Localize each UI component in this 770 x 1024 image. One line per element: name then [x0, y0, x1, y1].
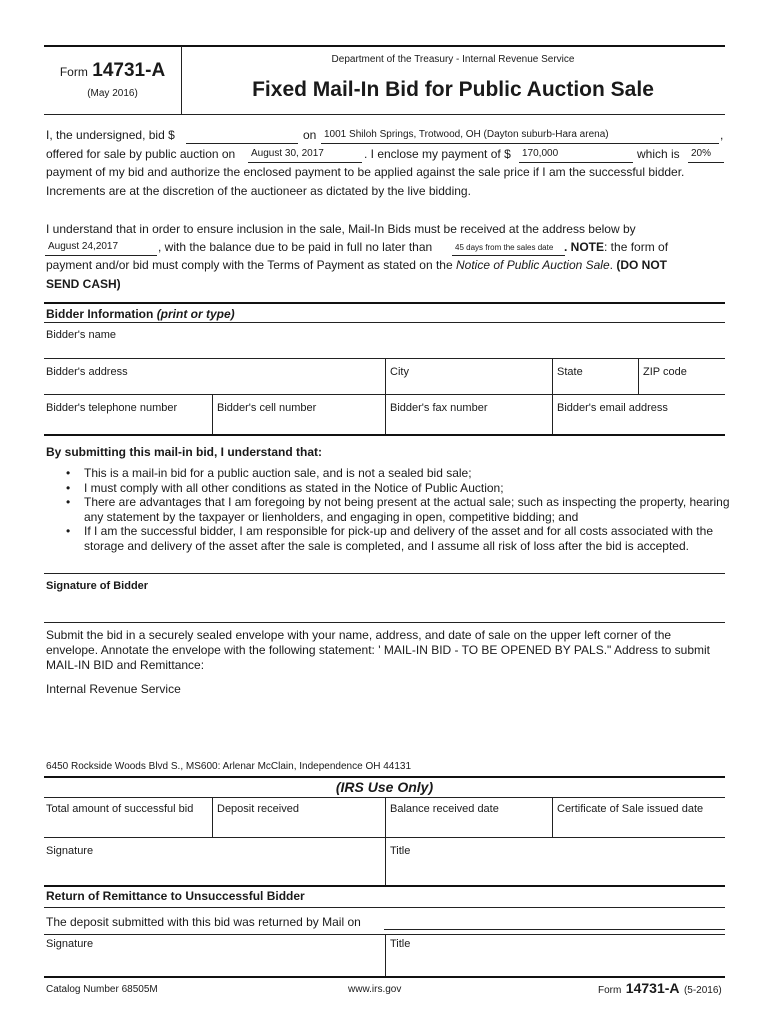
remittance-signature-field[interactable]: Signature — [46, 938, 94, 950]
percent-label: which is — [637, 147, 680, 161]
certificate-date-field[interactable]: Certificate of Sale issued date — [557, 803, 704, 815]
form-date: (May 2016) — [87, 88, 138, 99]
form-word: Form — [59, 65, 88, 79]
increments-text: Increments are at the discretion of the auctioneer as dictated by the live bidding. — [46, 184, 471, 198]
city-field[interactable]: City — [390, 366, 409, 378]
state-field[interactable]: State — [557, 366, 583, 378]
no-cash-warning: SEND CASH) — [46, 277, 121, 291]
deposit-returned-label: The deposit submitted with this bid was returned by Mail on — [46, 915, 361, 929]
deposit-returned-date-field[interactable] — [384, 929, 725, 930]
bidder-name-field[interactable]: Bidder's name — [46, 329, 116, 341]
list-item: • If I am the successful bidder, I am responsible for pick-up and delivery of the asset and for all costs associated with the storage and delivery of the asset after the sale is completed, and I assume all risk of loss after the bid is accepted. — [46, 524, 736, 553]
balance-received-date-field[interactable]: Balance received date — [390, 803, 499, 815]
fax-field[interactable]: Bidder's fax number — [390, 402, 488, 414]
footer-form-id: Form 14731-A (5-2016) — [598, 980, 722, 996]
page-title: Fixed Mail-In Bid for Public Auction Sale — [252, 78, 654, 101]
payment-label: . I enclose my payment of $ — [364, 147, 511, 161]
cell-phone-field[interactable]: Bidder's cell number — [217, 402, 317, 414]
list-item: • There are advantages that I am foregoing by not being present at the actual sale; such as inspecting the property, hearing any statement by the taxpayer or lienholders, and engaging in open, competitive bidding; and — [46, 495, 736, 524]
property-field[interactable]: 1001 Shiloh Springs, Trotwood, OH (Dayton suburb-Hara arena) — [324, 129, 609, 140]
submit-instructions: Submit the bid in a securely sealed envelope with your name, address, and date of sale on the upper left corner of the envelope. Annotate the envelope with the following statement: ' MAIL-IN BID - TO BE OPENED BY PALS." Address to submit MAIL-IN BID and Remittance: — [46, 628, 711, 672]
department-name: Department of the Treasury - Internal Revenue Service — [331, 54, 575, 65]
understand-heading: By submitting this mail-in bid, I understand that: — [46, 445, 322, 459]
catalog-number: Catalog Number 68505M — [46, 984, 158, 995]
deposit-received-field[interactable]: Deposit received — [217, 803, 299, 815]
email-field[interactable]: Bidder's email address — [557, 402, 668, 414]
bidder-info-heading: Bidder Information (print or type) — [46, 307, 235, 321]
balance-due-field[interactable]: 45 days from the sales date — [455, 243, 554, 252]
received-by-field[interactable]: August 24,2017 — [48, 241, 119, 252]
form-number: 14731-A — [92, 60, 166, 81]
note-label: . NOTE — [564, 240, 605, 254]
percent-field[interactable]: 20% — [691, 148, 712, 159]
auction-date-label: offered for sale by public auction on — [46, 147, 236, 161]
form-id — [44, 60, 181, 82]
irs-website-link[interactable]: www.irs.gov — [348, 984, 402, 995]
understand-list — [46, 466, 736, 553]
irs-recipient: Internal Revenue Service — [46, 682, 181, 696]
auction-date-field[interactable]: August 30, 2017 — [251, 148, 324, 159]
payment-authorization-text: payment of my bid and authorize the enclosed payment to be applied against the sale price if I am the successful bidder. — [46, 165, 685, 179]
bid-on-label: on — [303, 128, 317, 142]
irs-mailing-address: 6450 Rockside Woods Blvd S., MS600: Arlenar McClain, Independence OH 44131 — [46, 761, 412, 772]
payment-field[interactable]: 170,000 — [522, 148, 559, 159]
irs-use-heading: (IRS Use Only) — [335, 779, 434, 795]
receipt-text: I understand that in order to ensure inclusion in the sale, Mail-In Bids must be received at the address below by — [46, 222, 636, 236]
bidder-address-field[interactable]: Bidder's address — [46, 366, 128, 378]
telephone-field[interactable]: Bidder's telephone number — [46, 402, 178, 414]
bidder-signature-field[interactable]: Signature of Bidder — [46, 580, 149, 592]
bid-intro: I, the undersigned, bid $ — [46, 128, 175, 142]
notice-title: Notice of Public Auction Sale — [456, 258, 610, 272]
irs-title-field[interactable]: Title — [390, 845, 411, 857]
zip-field[interactable]: ZIP code — [643, 366, 687, 378]
remittance-heading: Return of Remittance to Unsuccessful Bidder — [46, 889, 305, 903]
total-amount-field[interactable]: Total amount of successful bid — [46, 803, 194, 815]
irs-signature-field[interactable]: Signature — [46, 845, 94, 857]
list-item: • I must comply with all other conditions as stated in the Notice of Public Auction; — [46, 481, 736, 496]
remittance-title-field[interactable]: Title — [390, 938, 411, 950]
list-item: • This is a mail-in bid for a public auction sale, and is not a sealed bid sale; — [46, 466, 736, 481]
bid-amount-field[interactable] — [186, 143, 298, 144]
